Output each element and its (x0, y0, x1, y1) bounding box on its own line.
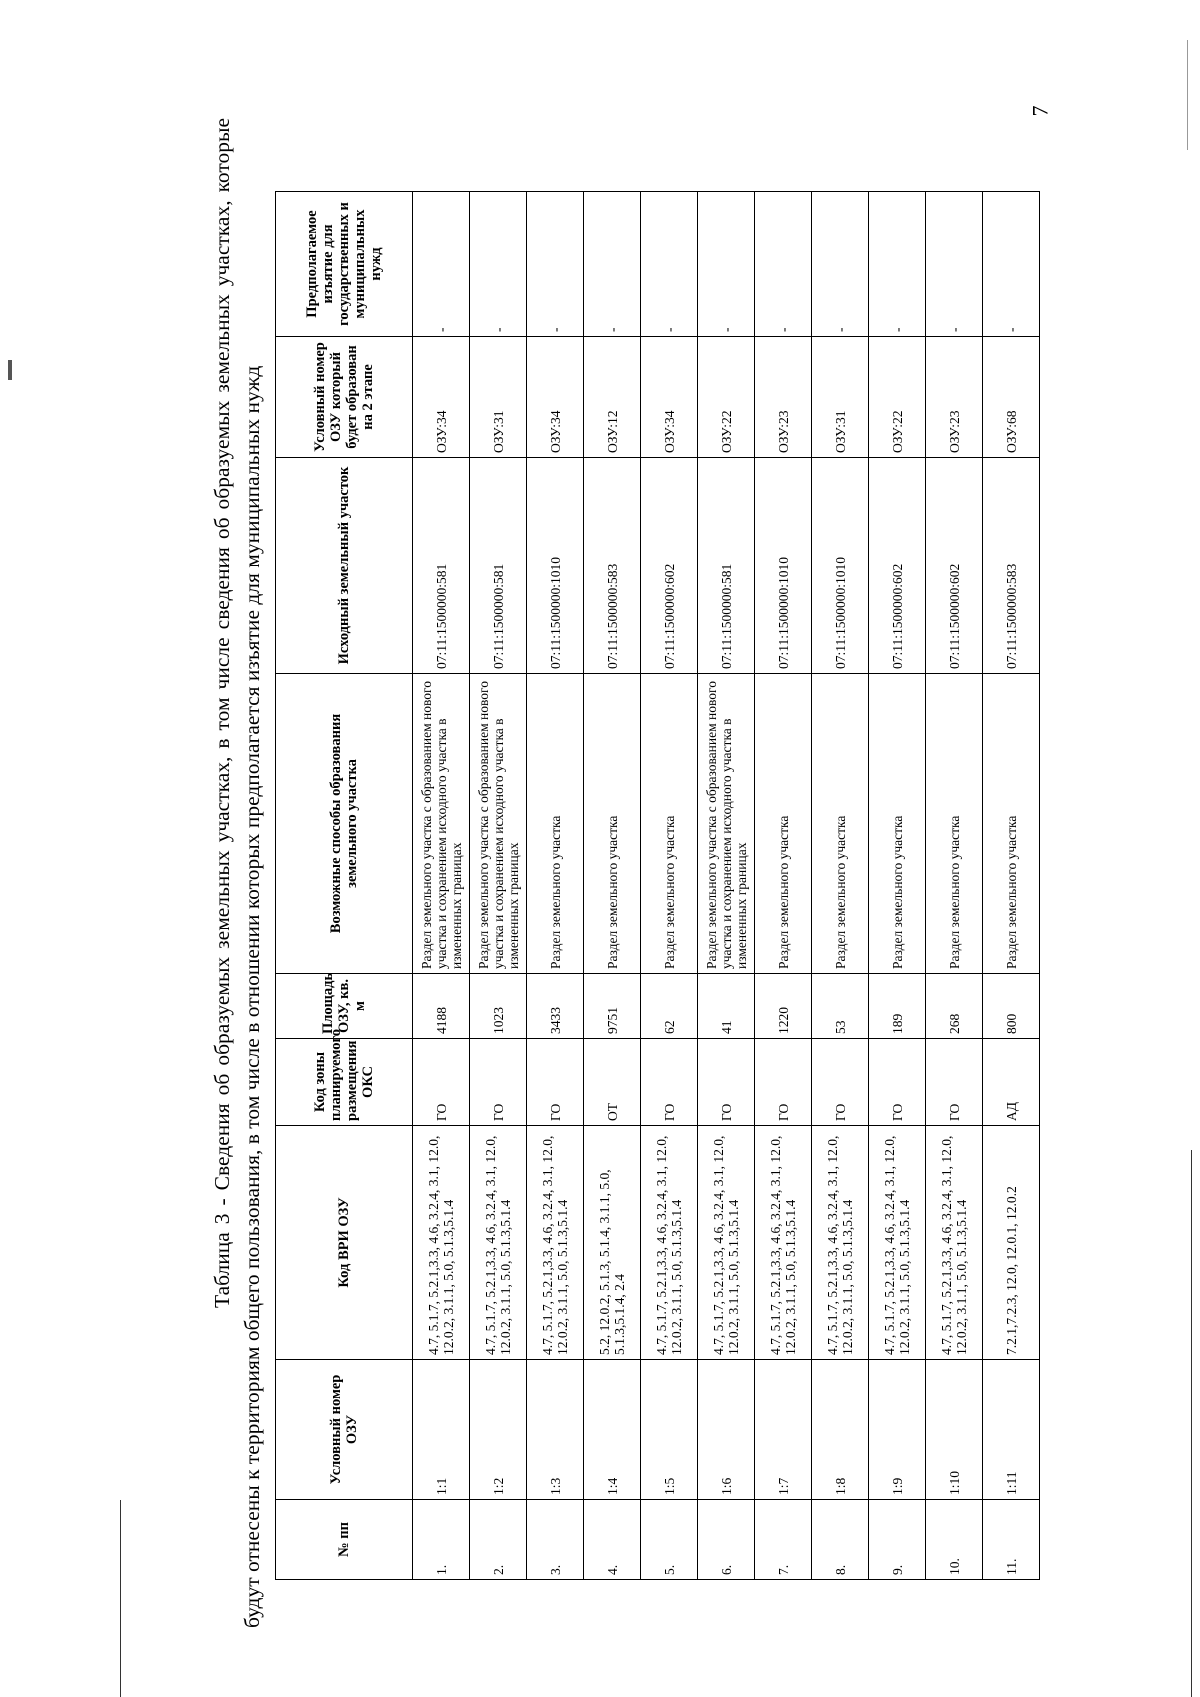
cell-seizure: - (527, 192, 584, 337)
cell-zone: ГО (812, 1039, 869, 1126)
table-row (869, 192, 926, 1580)
cell-zone: ГО (926, 1039, 983, 1126)
cell-num: 2. (470, 1500, 527, 1580)
cell-vri: 4.7, 5.1.7, 5.2.1,3.3, 4.6, 3.2.4, 3.1, 12.0, 12.0.2, 3.1.1, 5.0, 5.1.3,5.1.4 (641, 1126, 698, 1360)
table-row (698, 192, 755, 1580)
header-method: Возможные способы образования земельного участка (276, 674, 413, 974)
cell-area: 9751 (584, 974, 641, 1039)
cell-ozu-num: 1:7 (755, 1360, 812, 1500)
cell-num: 9. (869, 1500, 926, 1580)
cell-num: 7. (755, 1500, 812, 1580)
cell-zone: ГО (698, 1039, 755, 1126)
cell-ozu-num: 1:5 (641, 1360, 698, 1500)
cell-ozu-num: 1:11 (983, 1360, 1040, 1500)
cell-seizure: - (869, 192, 926, 337)
table-row (584, 192, 641, 1580)
cell-ozu-num: 1:2 (470, 1360, 527, 1500)
cell-vri: 4.7, 5.1.7, 5.2.1,3.3, 4.6, 3.2.4, 3.1, 12.0, 12.0.2, 3.1.1, 5.0, 5.1.3,5.1.4 (698, 1126, 755, 1360)
cell-num: 8. (812, 1500, 869, 1580)
header-ozu-num: Условный номер ОЗУ (276, 1360, 413, 1500)
cell-seizure: - (812, 192, 869, 337)
cell-source: 07:11:1500000:602 (926, 458, 983, 674)
cell-area: 1220 (755, 974, 812, 1039)
cell-stage2: ОЗУ:34 (641, 337, 698, 458)
cell-vri: 4.7, 5.1.7, 5.2.1,3.3, 4.6, 3.2.4, 3.1, 12.0, 12.0.2, 3.1.1, 5.0, 5.1.3,5.1.4 (869, 1126, 926, 1360)
cell-source: 07:11:1500000:1010 (812, 458, 869, 674)
cell-method: Раздел земельного участка (812, 674, 869, 974)
cell-zone: ГО (869, 1039, 926, 1126)
table-header-row (276, 192, 413, 1580)
cell-method: Раздел земельного участка (869, 674, 926, 974)
table-row (413, 192, 470, 1580)
cell-num: 10. (926, 1500, 983, 1580)
cell-num: 4. (584, 1500, 641, 1580)
cell-vri: 4.7, 5.1.7, 5.2.1,3.3, 4.6, 3.2.4, 3.1, 12.0, 12.0.2, 3.1.1, 5.0, 5.1.3,5.1.4 (755, 1126, 812, 1360)
cell-source: 07:11:1500000:583 (983, 458, 1040, 674)
cell-source: 07:11:1500000:1010 (755, 458, 812, 674)
cell-area: 189 (869, 974, 926, 1039)
rotated-page-content (207, 118, 1067, 1628)
cell-vri: 4.7, 5.1.7, 5.2.1,3.3, 4.6, 3.2.4, 3.1, 12.0, 12.0.2, 3.1.1, 5.0, 5.1.3,5.1.4 (812, 1126, 869, 1360)
cell-area: 4188 (413, 974, 470, 1039)
cell-method: Раздел земельного участка (983, 674, 1040, 974)
table-row (812, 192, 869, 1580)
cell-method: Раздел земельного участка с образованием нового участка и сохранением исходного участка в измененных границах (470, 674, 527, 974)
cell-stage2: ОЗУ:12 (584, 337, 641, 458)
cell-seizure: - (641, 192, 698, 337)
cell-zone: ГО (470, 1039, 527, 1126)
cell-stage2: ОЗУ:34 (527, 337, 584, 458)
cell-stage2: ОЗУ:23 (755, 337, 812, 458)
cell-stage2: ОЗУ:22 (869, 337, 926, 458)
cell-method: Раздел земельного участка (584, 674, 641, 974)
cell-method: Раздел земельного участка с образованием нового участка и сохранением исходного участка в измененных границах (698, 674, 755, 974)
cell-stage2: ОЗУ:31 (812, 337, 869, 458)
cell-method: Раздел земельного участка с образованием нового участка и сохранением исходного участка в измененных границах (413, 674, 470, 974)
cell-zone: ОТ (584, 1039, 641, 1126)
cell-ozu-num: 1:8 (812, 1360, 869, 1500)
table-row (527, 192, 584, 1580)
cell-num: 11. (983, 1500, 1040, 1580)
cell-source: 07:11:1500000:602 (869, 458, 926, 674)
cell-stage2: ОЗУ:68 (983, 337, 1040, 458)
cell-source: 07:11:1500000:602 (641, 458, 698, 674)
page-number: 7 (1027, 105, 1053, 117)
cell-area: 800 (983, 974, 1040, 1039)
cell-vri: 4.7, 5.1.7, 5.2.1,3.3, 4.6, 3.2.4, 3.1, 12.0, 12.0.2, 3.1.1, 5.0, 5.1.3,5.1.4 (527, 1126, 584, 1360)
cell-stage2: ОЗУ:31 (470, 337, 527, 458)
cell-zone: ГО (527, 1039, 584, 1126)
scan-edge-line (1187, 40, 1188, 150)
header-seizure: Предполагаемое изъятие для государственных и муниципальных нужд (276, 192, 413, 337)
cell-vri: 5.2, 12.0.2, 5.1.3, 5.1.4, 3.1.1, 5.0, 5.1.3,5.1.4, 2.4 (584, 1126, 641, 1360)
cell-area: 53 (812, 974, 869, 1039)
cell-stage2: ОЗУ:22 (698, 337, 755, 458)
cell-area: 41 (698, 974, 755, 1039)
cell-vri: 7.2.1,7.2.3, 12.0, 12.0.1, 12.0.2 (983, 1126, 1040, 1360)
cell-seizure: - (926, 192, 983, 337)
table-row (470, 192, 527, 1580)
cell-area: 62 (641, 974, 698, 1039)
cell-vri: 4.7, 5.1.7, 5.2.1,3.3, 4.6, 3.2.4, 3.1, 12.0, 12.0.2, 3.1.1, 5.0, 5.1.3,5.1.4 (926, 1126, 983, 1360)
cell-ozu-num: 1:3 (527, 1360, 584, 1500)
header-vri: Код ВРИ ОЗУ (276, 1126, 413, 1360)
cell-seizure: - (983, 192, 1040, 337)
cell-method: Раздел земельного участка (527, 674, 584, 974)
cell-source: 07:11:1500000:1010 (527, 458, 584, 674)
table-row (755, 192, 812, 1580)
scan-edge-line (120, 1500, 121, 1697)
cell-seizure: - (470, 192, 527, 337)
cell-stage2: ОЗУ:23 (926, 337, 983, 458)
cell-area: 268 (926, 974, 983, 1039)
scan-edge-line (1191, 1150, 1192, 1697)
cell-seizure: - (584, 192, 641, 337)
cell-source: 07:11:1500000:581 (413, 458, 470, 674)
land-plots-table (275, 191, 1040, 1580)
cell-seizure: - (698, 192, 755, 337)
cell-ozu-num: 1:1 (413, 1360, 470, 1500)
scan-mark (8, 360, 12, 380)
table-row (983, 192, 1040, 1580)
cell-ozu-num: 1:4 (584, 1360, 641, 1500)
cell-seizure: - (755, 192, 812, 337)
cell-zone: ГО (641, 1039, 698, 1126)
cell-area: 3433 (527, 974, 584, 1039)
header-area: Площадь ОЗУ, кв. м (276, 974, 413, 1039)
cell-method: Раздел земельного участка (641, 674, 698, 974)
cell-method: Раздел земельного участка (755, 674, 812, 974)
header-num: № пп (276, 1500, 413, 1580)
cell-zone: ГО (755, 1039, 812, 1126)
cell-stage2: ОЗУ:34 (413, 337, 470, 458)
cell-num: 5. (641, 1500, 698, 1580)
header-stage2: Условный номер ОЗУ который будет образован на 2 этапе (276, 337, 413, 458)
cell-ozu-num: 1:10 (926, 1360, 983, 1500)
cell-zone: ГО (413, 1039, 470, 1126)
table-row (926, 192, 983, 1580)
cell-num: 6. (698, 1500, 755, 1580)
cell-area: 1023 (470, 974, 527, 1039)
cell-zone: АД (983, 1039, 1040, 1126)
cell-num: 3. (527, 1500, 584, 1580)
header-source: Исходный земельный участок (276, 458, 413, 674)
cell-method: Раздел земельного участка (926, 674, 983, 974)
table-row (641, 192, 698, 1580)
cell-source: 07:11:1500000:581 (698, 458, 755, 674)
cell-num: 1. (413, 1500, 470, 1580)
table-caption: Таблица 3 - Сведения об образуемых земельных участках, в том числе сведения об образуемых земельных участках, которые будут отнесены к территориям общего пользования, в том числе в отношении которых предполагается изъятие для муниципальных нужд (210, 118, 264, 1628)
cell-ozu-num: 1:6 (698, 1360, 755, 1500)
cell-source: 07:11:1500000:581 (470, 458, 527, 674)
cell-vri: 4.7, 5.1.7, 5.2.1,3.3, 4.6, 3.2.4, 3.1, 12.0, 12.0.2, 3.1.1, 5.0, 5.1.3,5.1.4 (470, 1126, 527, 1360)
header-zone: Код зоны планируемого размещения ОКС (276, 1039, 413, 1126)
cell-seizure: - (413, 192, 470, 337)
cell-vri: 4.7, 5.1.7, 5.2.1,3.3, 4.6, 3.2.4, 3.1, 12.0, 12.0.2, 3.1.1, 5.0, 5.1.3,5.1.4 (413, 1126, 470, 1360)
cell-source: 07:11:1500000:583 (584, 458, 641, 674)
cell-ozu-num: 1:9 (869, 1360, 926, 1500)
